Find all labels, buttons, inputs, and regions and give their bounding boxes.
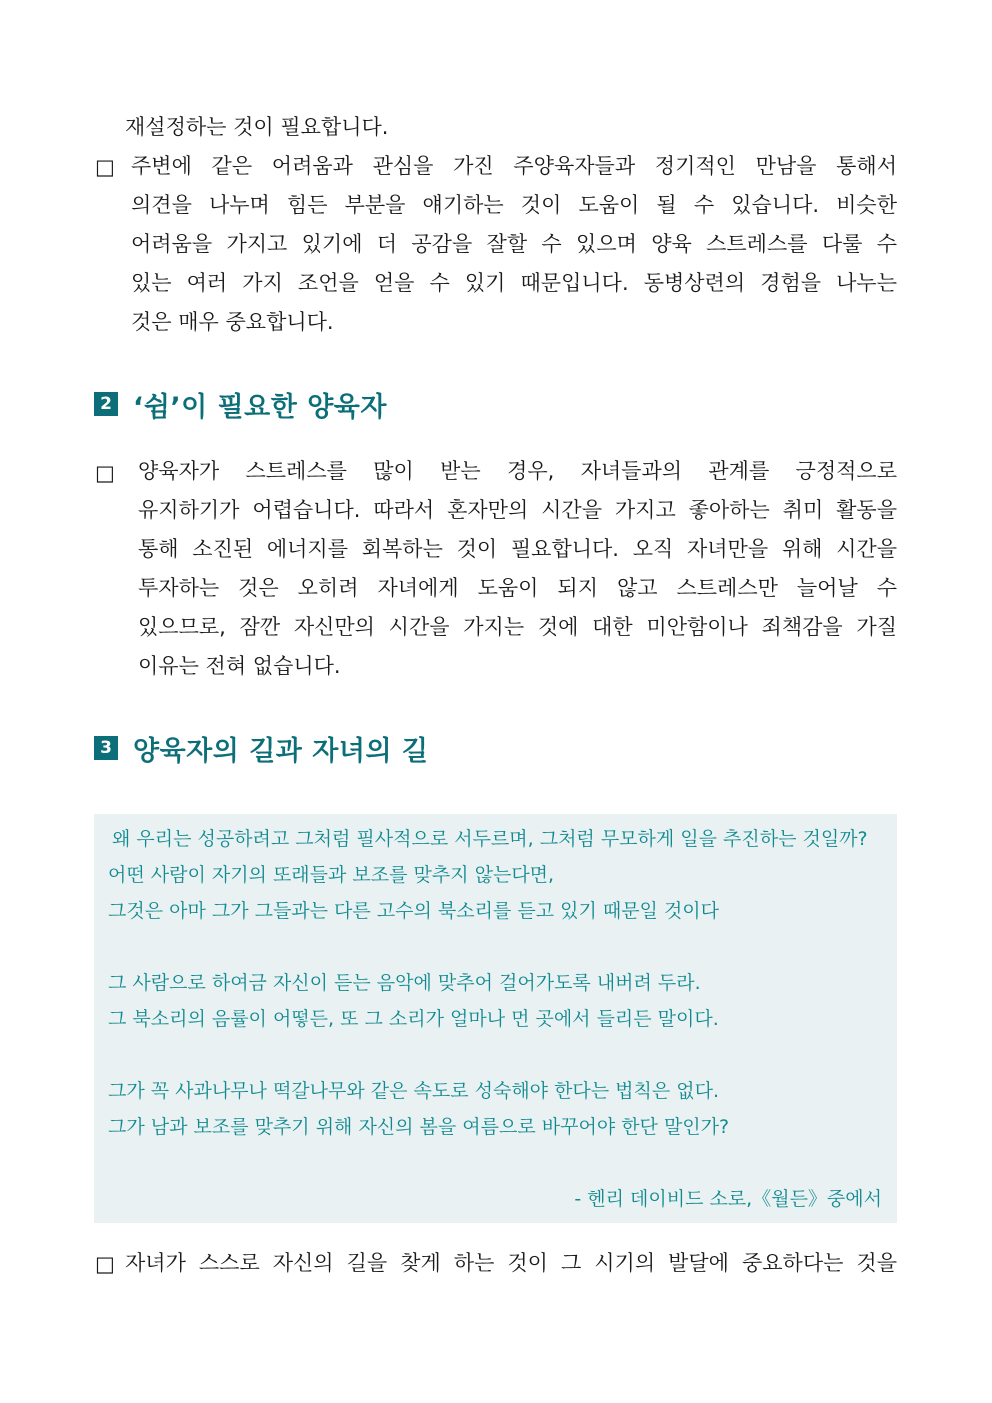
paragraph-line: 있으므로, 잠깐 자신만의 시간을 가지는 것에 대한 미안함이나 죄책감을 가질 [138,615,897,639]
quote-line: 그가 꼭 사과나무나 떡갈나무와 같은 속도로 성숙해야 한다는 법칙은 없다. [108,1080,720,1102]
checkbox-bullet: □ [95,1252,115,1276]
section-heading [94,730,429,766]
quote-attribution: - 헨리 데이비드 소로,《월든》중에서 [574,1188,882,1210]
section-heading [94,386,387,422]
quote-line: 그가 남과 보조를 맞추기 위해 자신의 봄을 여름으로 바꾸어야 한단 말인가? [108,1116,730,1138]
quote-line: 그 사람으로 하여금 자신이 듣는 음악에 맞추어 걸어가도록 내버려 두라. [108,972,701,994]
checkbox-bullet: □ [95,461,115,485]
paragraph-line: 어려움을 가지고 있기에 더 공감을 잘할 수 있으며 양육 스트레스를 다룰 수 [131,232,897,256]
quote-line: 그 북소리의 음률이 어떻든, 또 그 소리가 얼마나 먼 곳에서 들리든 말이다. [108,1008,719,1030]
paragraph-line: 의견을 나누며 힘든 부분을 얘기하는 것이 도움이 될 수 있습니다. 비슷한 [131,193,897,217]
paragraph-line: 것은 매우 중요합니다. [131,310,334,334]
section-number-badge: 2 [94,392,118,416]
paragraph-line: 있는 여러 가지 조언을 얻을 수 있기 때문입니다. 동병상련의 경험을 나누는 [131,271,897,295]
paragraph-line: 통해 소진된 에너지를 회복하는 것이 필요합니다. 오직 자녀만을 위해 시간을 [138,537,897,561]
paragraph-line: 자녀가 스스로 자신의 길을 찾게 하는 것이 그 시기의 발달에 중요하다는 것을 [125,1251,897,1275]
paragraph-line: 이유는 전혀 없습니다. [138,654,341,678]
section-title: 양육자의 길과 자녀의 길 [133,735,429,767]
paragraph-line: 투자하는 것은 오히려 자녀에게 도움이 되지 않고 스트레스만 늘어날 수 [138,576,897,600]
quote-line: 왜 우리는 성공하려고 그처럼 필사적으로 서두르며, 그처럼 무모하게 일을 추진하는 것일까? [112,828,868,850]
section-title: ‘쉼’이 필요한 양육자 [133,391,387,423]
quote-line: 어떤 사람이 자기의 또래들과 보조를 맞추지 않는다면, [108,864,555,886]
continuation-line: 재설정하는 것이 필요합니다. [125,115,389,139]
section-number-badge: 3 [94,736,118,760]
paragraph-line: 양육자가 스트레스를 많이 받는 경우, 자녀들과의 관계를 긍정적으로 [138,459,897,483]
quote-line: 그것은 아마 그가 그들과는 다른 고수의 북소리를 듣고 있기 때문일 것이다 [108,900,720,922]
paragraph-line: 주변에 같은 어려움과 관심을 가진 주양육자들과 정기적인 만남을 통해서 [131,154,897,178]
checkbox-bullet: □ [95,155,115,179]
paragraph-line: 유지하기가 어렵습니다. 따라서 혼자만의 시간을 가지고 좋아하는 취미 활동을 [138,498,897,522]
